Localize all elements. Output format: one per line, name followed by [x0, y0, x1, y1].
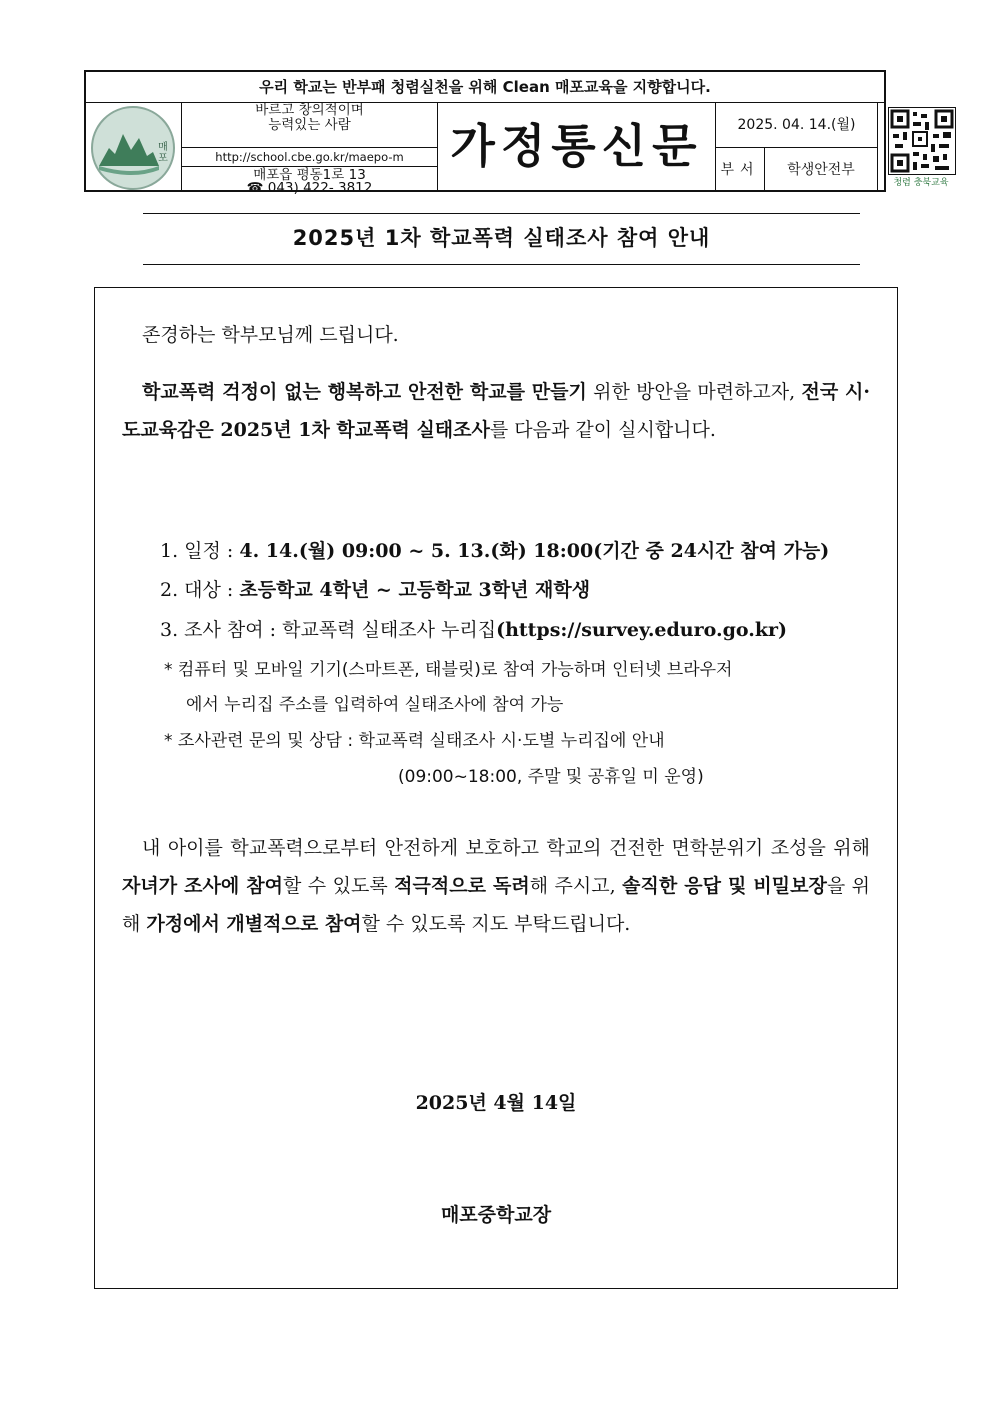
qr-cell — [878, 103, 964, 191]
qr-caption: 청렴 충북교육 — [893, 178, 949, 188]
school-info — [182, 102, 438, 196]
item-label: 1. 일정 : — [160, 540, 240, 562]
item-target — [160, 575, 590, 602]
paragraph-request — [122, 829, 870, 943]
request-text-5: 할 수 있도록 지도 부탁드립니다. — [361, 913, 631, 935]
title-rule-top — [143, 213, 860, 214]
dept-value: 학생안전부 — [787, 162, 855, 178]
logo-text: 매포 — [158, 142, 168, 164]
item-label: 3. 조사 참여 : 학교폭력 실태조사 누리집 — [160, 619, 497, 641]
item-value: 초등학교 4학년 ~ 고등학교 3학년 재학생 — [239, 579, 591, 601]
item-schedule — [160, 536, 829, 563]
intro-text-2: 를 다음과 같이 실시합니다. — [489, 419, 716, 441]
request-emphasis-1: 자녀가 조사에 참여 — [122, 875, 283, 897]
intro-emphasis-2: 전국 시·도교육감은 2025년 1차 학교폭력 실태조사 — [122, 381, 870, 441]
school-logo-cell — [86, 103, 182, 191]
note-2-line-1: * 조사관련 문의 및 상담 : 학교폭력 실태조사 시·도별 누리집에 안내 — [164, 731, 665, 751]
qr-code-icon[interactable] — [888, 107, 956, 175]
request-text-2: 할 수 있도록 — [282, 875, 395, 897]
item-label: 2. 대상 : — [160, 579, 240, 601]
request-text-4: 을 위해 — [122, 875, 871, 935]
request-emphasis-2: 적극적으로 독려 — [394, 875, 530, 897]
document-title: 2025년 1차 학교폭력 실태조사 참여 안내 — [292, 226, 711, 250]
letterhead — [84, 70, 949, 196]
note-1-line-1: * 컴퓨터 및 모바일 기기(스마트폰, 태블릿)로 참여 가능하며 인터넷 브라우저 — [164, 660, 733, 680]
school-slogan — [182, 103, 437, 148]
note-2-line-2: (09:00~18:00, 주말 및 공휴일 미 운영) — [398, 767, 704, 787]
intro-text-1: 위한 방안을 마련하고자, — [586, 381, 802, 403]
dept-label: 부서 — [716, 148, 765, 192]
school-url[interactable]: http://school.cbe.go.kr/maepo-m — [182, 148, 437, 167]
issue-date: 2025. 04. 14.(월) — [716, 103, 877, 148]
item-value: 4. 14.(월) 09:00 ~ 5. 13.(화) 18:00(기간 중 24시간 참여 가능) — [239, 540, 830, 562]
request-text-1: 내 아이를 학교폭력으로부터 안전하게 보호하고 학교의 건전한 면학분위기 조성을 위해 — [142, 837, 870, 859]
slogan-line-1: 바르고 창의적이며 — [255, 102, 364, 118]
greeting: 존경하는 학부모님께 드립니다. — [142, 324, 399, 346]
address-text: 매포읍 평동1로 13 — [253, 167, 366, 183]
paragraph-intro — [122, 373, 870, 449]
school-logo — [91, 106, 175, 190]
newsletter-title: 가정통신문 — [438, 103, 716, 191]
signer: 매포중학교장 — [440, 1204, 552, 1226]
signature-date: 2025년 4월 14일 — [415, 1092, 577, 1114]
request-emphasis-3: 솔직한 응답 및 비밀보장 — [622, 875, 827, 897]
survey-link[interactable]: (https://survey.eduro.go.kr) — [496, 619, 787, 641]
meta-info — [716, 103, 878, 191]
title-rule-bottom — [143, 264, 860, 265]
motto: 우리 학교는 반부패 청렴실천을 위해 Clean 매포교육을 지향합니다. — [86, 72, 884, 103]
slogan-line-2: 능력있는 사람 — [268, 117, 351, 133]
request-emphasis-4: 가정에서 개별적으로 참여 — [146, 913, 362, 935]
phone-text: ☎ 043) 422- 3812 — [246, 180, 373, 196]
intro-emphasis-1: 학교폭력 걱정이 없는 행복하고 안전한 학교를 만들기 — [142, 381, 587, 403]
item-participation — [160, 615, 787, 642]
request-text-3: 해 주시고, — [529, 875, 623, 897]
school-address — [182, 167, 437, 195]
note-1-line-2: 에서 누리집 주소를 입력하여 실태조사에 참여 가능 — [186, 695, 564, 715]
